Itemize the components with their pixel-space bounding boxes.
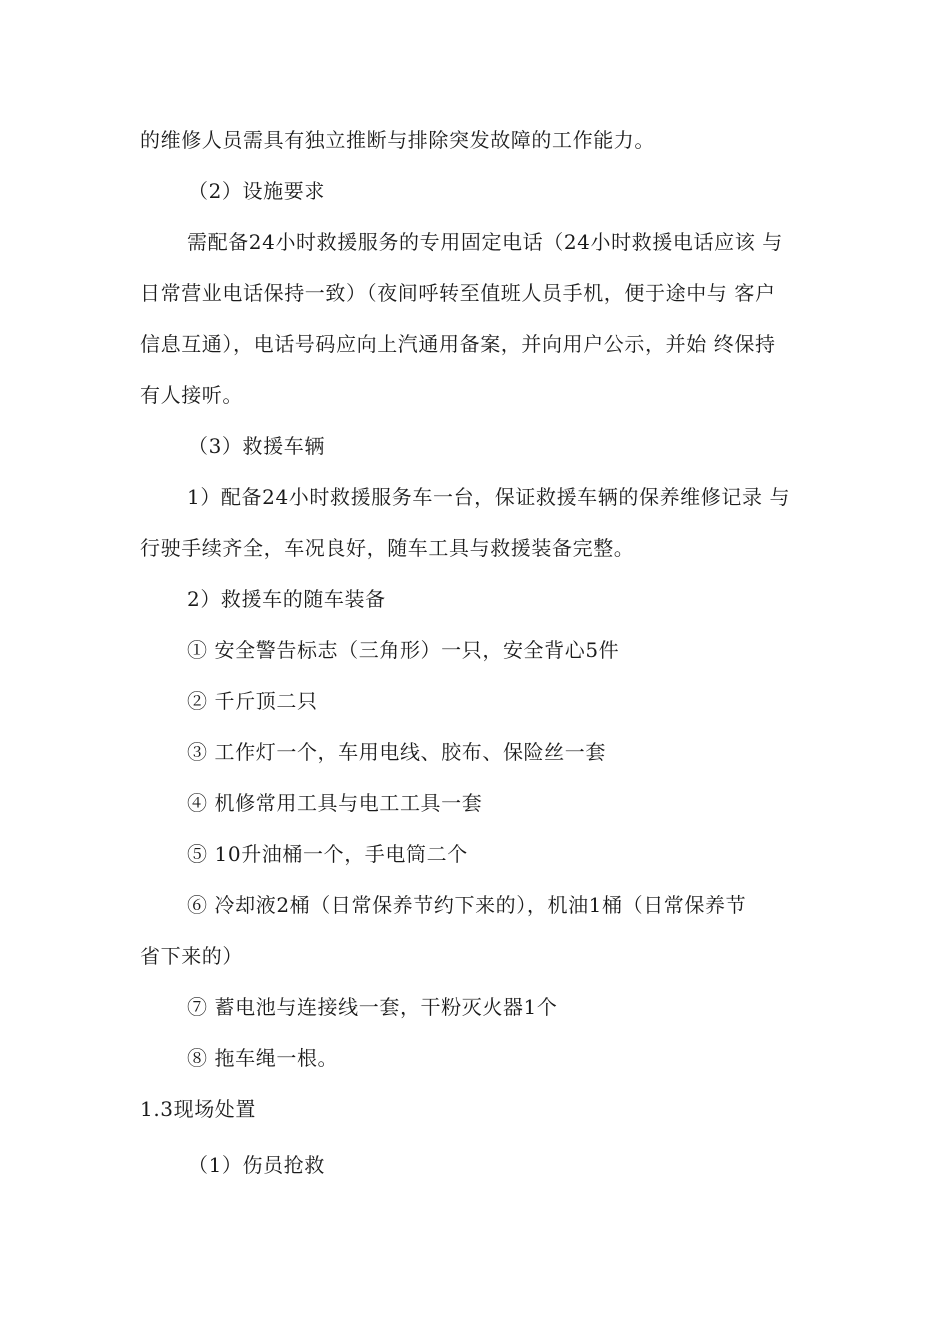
list-item: ⑤ 10升油桶一个，手电筒二个: [187, 842, 468, 866]
text-line: 信息互通），电话号码应向上汽通用备案，并向用户公示，并始 终保持: [140, 332, 776, 356]
text-line: 日常营业电话保持一致）（夜间呼转至值班人员手机，便于途中与 客户: [140, 281, 776, 305]
text-line: 有人接听。: [140, 383, 243, 407]
text-line: 的维修人员需具有独立推断与排除突发故障的工作能力。: [140, 128, 655, 152]
section-number-heading: 1.3现场处置: [140, 1097, 257, 1121]
text-line: 需配备24小时救援服务的专用固定电话（24小时救援电话应该 与: [187, 230, 783, 254]
list-item: ③ 工作灯一个，车用电线、胶布、保险丝一套: [187, 740, 606, 764]
text-line: 1）配备24小时救援服务车一台，保证救援车辆的保养维修记录 与: [187, 485, 791, 509]
list-item: ⑥ 冷却液2桶（日常保养节约下来的），机油1桶（日常保养节: [187, 893, 747, 917]
list-item-continuation: 省下来的）: [140, 944, 243, 968]
section-heading: （3）救援车辆: [188, 434, 325, 458]
text-line: 行驶手续齐全，车况良好，随车工具与救援装备完整。: [140, 536, 635, 560]
list-item: ⑦ 蓄电池与连接线一套，干粉灭火器1个: [187, 995, 558, 1019]
list-item: ⑧ 拖车绳一根。: [187, 1046, 339, 1070]
list-item: ① 安全警告标志（三角形）一只，安全背心5件: [187, 638, 620, 662]
list-item: ② 千斤顶二只: [187, 689, 318, 713]
section-heading: （1）伤员抢救: [188, 1153, 325, 1177]
section-heading: （2）设施要求: [188, 179, 325, 203]
list-item: ④ 机修常用工具与电工工具一套: [187, 791, 483, 815]
list-heading: 2）救援车的随车装备: [187, 587, 386, 611]
